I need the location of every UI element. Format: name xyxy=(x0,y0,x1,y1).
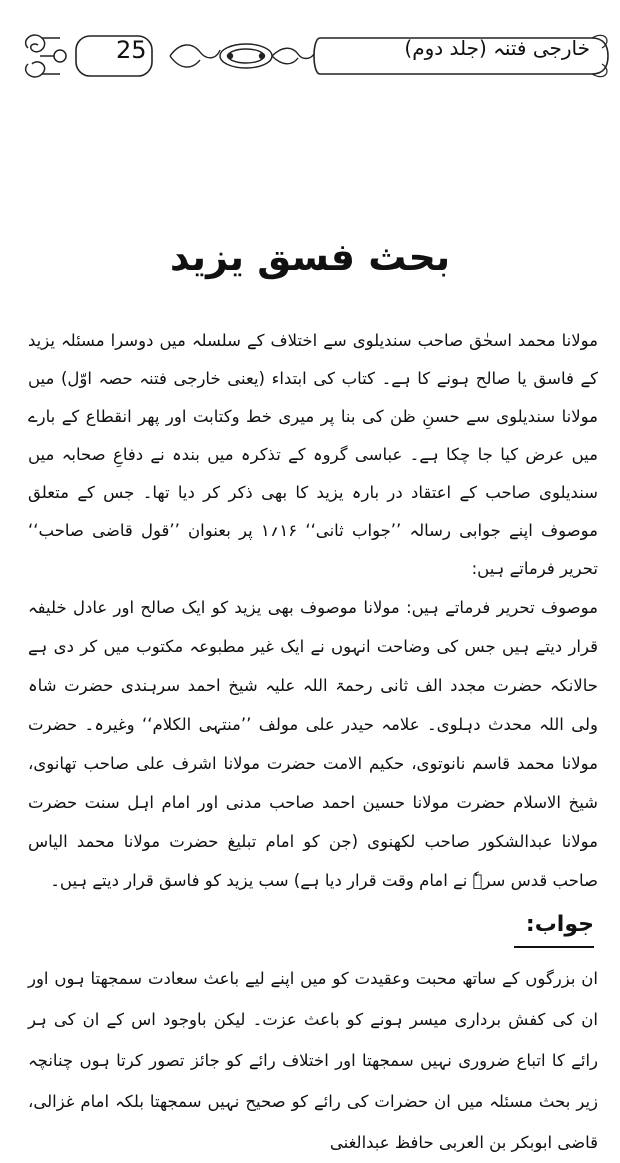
chapter-title: بحث فسق یزید xyxy=(169,235,451,279)
left-scroll-ornament-icon xyxy=(26,35,66,77)
intro-paragraph-text: مولانا محمد اسحٰق صاحب سندیلوی سے اختلاف کے سلسلہ میں دوسرا مسئلہ یزید کے فاسق یا صالح ہونے کا ہے۔ کتاب کی ابتداء (یعنی خارجی فتنہ حصہ اوّل) میں مولانا سندیلوی سے حسنِ ظن کی بنا پر میری خط وکتابت اور پھر انقطاع کے بارے میں عرض کیا جا چکا ہے۔ عباسی گروہ کے تذکرہ میں بندہ نے دفاعِ صحابہ میں سندیلوی صاحب کے اعتقاد در بارہ یزید کا بھی ذکر کر دیا تھا۔ جس کے متعلق موصوف اپنے جوابی رسالہ ’’جواب ثانی‘‘ ۱۶؍۱ پر بعنوان ’’قول قاضی صاحب‘‘ تحریر فرماتے ہیں: xyxy=(28,331,598,578)
answer-paragraph xyxy=(28,958,598,1163)
center-floral-ornament-icon xyxy=(170,44,314,68)
quote-paragraph-text: موصوف تحریر فرماتے ہیں: مولانا موصوف بھی یزید کو ایک صالح اور عادل خلیفہ قرار دیتے ہیں جس کی وضاحت انہوں نے ایک غیر مطبوعہ مکتوب میں کر دی ہے حالانکہ حضرت مجدد الف ثانی رحمۃ اللہ علیہ شیخ احمد سرہندی حضرت شاہ ولی اللہ محدث دہلوی۔ علامہ حیدر علی مولف ’’منتہی الکلام‘‘ وغیرہ۔ حضرت مولانا محمد قاسم نانوتوی، حکیم الامت حضرت مولانا اشرف علی صاحب تھانوی، شیخ الاسلام حضرت مولانا حسین احمد صاحب مدنی اور امام اہل سنت حضرت مولانا عبدالشکور صاحب لکھنوی (جن کو امام تبلیغ حضرت مولانا محمد الیاس صاحب قدس سرہٗ نے امام وقت قرار دیا ہے) سب یزید کو فاسق قرار دیتے ہیں۔ xyxy=(28,598,598,890)
intro-paragraph xyxy=(28,322,598,588)
page-header xyxy=(20,28,610,88)
running-title: خارجی فتنہ (جلد دوم) xyxy=(404,36,590,60)
page-number: 25 xyxy=(116,36,147,64)
answer-paragraph-text: ان بزرگوں کے ساتھ محبت وعقیدت کو میں اپنے لیے باعث سعادت سمجھتا ہوں اور ان کی کفش برداری میسر ہونے کو باعث عزت۔ لیکن باوجود اس کے ان کی ہر رائے کا اتباع ضروری نہیں سمجھتا اور اختلاف رائے کو جائز تصور کرتا ہوں چنانچہ زیر بحث مسئلہ میں ان حضرات کی رائے کو صحیح نہیں سمجھتا بلکہ امام غزالی، قاضی ابوبکر بن العربی حافظ عبدالغنی xyxy=(28,969,598,1152)
answer-heading-underline xyxy=(514,946,594,948)
quote-paragraph xyxy=(28,588,598,900)
answer-heading: جواب: xyxy=(525,912,594,937)
